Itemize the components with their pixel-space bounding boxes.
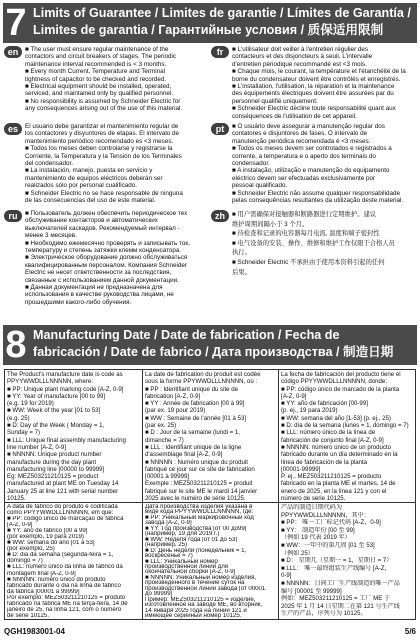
text-line: contactors and circuit breakers of stages. The periodic — [25, 53, 177, 61]
text-line: ■ Schneider Electric décline toute responsabilité quant aux — [232, 105, 396, 113]
text-line: ■ NNNNN: número único do produto — [7, 576, 106, 583]
text-line: ■ YY: Год производства [от 00 до99] — [145, 525, 247, 532]
text-line: montagem final [A-Z, 0-9] — [7, 570, 76, 577]
text-line: La fecha de fabricación del producto tiene el — [281, 371, 401, 378]
text-line: (e.g. 25) — [7, 414, 30, 422]
text-line: (e.g. 19 for 2019) — [7, 400, 54, 408]
text-line: ■ WW: Week of the year [01 to 53] — [7, 407, 101, 415]
language-badge: zh — [211, 210, 229, 222]
guarantee-text — [25, 46, 207, 113]
section-8-number: 8 — [5, 324, 27, 366]
guarantee-text — [25, 210, 207, 306]
text-line: ■ YY: año de fabricación [00-99] — [281, 400, 368, 408]
text-line: tightness of capacitor to be checked and recorded. — [25, 75, 167, 83]
text-line: ■ LLL: número único da linha de fabrico da — [7, 564, 123, 571]
text-line: d'assemblage final [A-Z, 0-9] — [145, 451, 223, 459]
text-line: ■ Данная документация не предназначена для — [25, 284, 163, 292]
text-line: Sunday = 7) — [7, 429, 41, 437]
text-line: 后果。 — [232, 268, 251, 276]
text-line: ■ D: dia da semana (segunda-feira = 1, — [7, 552, 114, 559]
text-line: ■ NNNNN : Numéro unique du produit — [145, 458, 248, 466]
text-line: borne du condensateur doivent être contrôlés et enregistrés. — [232, 75, 401, 83]
text-line: ■ 用户需确保对接触器和断路器进行定期维护。建议 — [232, 211, 377, 218]
date-code-cell-es — [279, 370, 415, 503]
text-line: P. ej., MEZ503211210125 = producto — [281, 473, 382, 481]
text-line: квалифицированным персоналом. Компания Schneider — [25, 261, 187, 269]
text-line: （例如 25） — [281, 549, 314, 557]
text-line: sous la forme PPYWWDLLLNNNNN, où : — [145, 378, 258, 386]
text-line: mantenimiento periódico recomendado es <3 meses. — [25, 137, 174, 145]
text-line: имеющее серийный номер 10125. — [145, 613, 242, 619]
text-line: ■ D: Day of the Week ( Monday = 1, — [7, 422, 105, 430]
text-line: fabriqué sur le site ME le mardi 14 janvier — [145, 487, 258, 495]
text-line: 0-9] — [281, 572, 292, 580]
text-line: fabrication [A-Z, 0-9] — [145, 392, 201, 400]
date-code-cell-en — [5, 370, 143, 503]
text-line: fabricado durante un día determinado en la — [281, 451, 398, 459]
text-line: 10125. — [7, 495, 26, 503]
text-line: d'entretien périodique recommandé est <3 mois. — [232, 60, 367, 68]
text-line: January 25 at line 121 with serial number — [7, 487, 119, 495]
text-line: ■ No responsibility is assumed by Schneider Electric for — [25, 97, 181, 105]
text-line: ■ PP : Identifiant unique du site de — [145, 385, 239, 393]
text-line: La date de fabrication du produit est codée — [145, 371, 261, 378]
text-line: производственной линии завода [от 00001 — [145, 585, 266, 592]
text-line: ■ 电气设备的安装、操作、维修和维护工作仅限于合格人员 — [232, 239, 395, 247]
text-line: realizados sólo por personal cualificado. — [25, 182, 138, 190]
text-line: Exemple : MEZ503211210125 = produit — [145, 480, 253, 488]
text-line: corrente, a temperatura e o aperto dos terminais do — [232, 152, 376, 160]
text-line: использования в качестве руководства лицами, не — [25, 291, 174, 299]
text-line: Por exemplo: MEZ503211210125 = produto — [7, 594, 126, 601]
text-line: произведенного в течение суток на — [145, 580, 245, 586]
text-line: 生产的产品，序列号为 10125。 — [281, 610, 367, 618]
text-line: ■ PP: Unique plant marking code [A-Z, 0-9] — [7, 385, 124, 393]
text-line: manufacture during the day plant — [7, 458, 97, 466]
document-reference: QGH1983001-04 — [4, 627, 65, 636]
text-line: （例如 19 代表 2019 年） — [281, 534, 351, 542]
text-line: 产品的制造日期代码为 — [281, 504, 342, 511]
text-line: dimanche = 7) — [145, 436, 184, 444]
manufacturing-date-table — [4, 369, 416, 620]
text-line: ■ Every month Current, Temperature and Terminal — [25, 68, 166, 76]
text-line: contacteurs et des disjoncteurs à seuil. L'intervalle — [232, 53, 373, 61]
text-line: (por exemplo, 25) — [7, 546, 55, 553]
section-7-number: 7 — [5, 2, 27, 44]
text-line: окончательной сборки [A-Z, 0-9] — [145, 569, 236, 575]
text-line: 14 января 2025 года на линии 121 и — [145, 607, 247, 614]
text-line: Electric не несет ответственности за последствия, — [25, 269, 172, 277]
text-line: código PPYYWWDLLLNNNNN, donde: — [281, 378, 388, 386]
text-line: de las consecuencias del uso de este material. — [25, 197, 156, 205]
text-line: PPYYWWDLLLNNNNN，其中： — [281, 511, 370, 519]
text-line: ■ YY : Année de fabrication [00 à 99] — [145, 400, 245, 408]
text-line: ■ NNNNN: número único de un producto — [281, 443, 392, 451]
text-line: da fábrica [00001 a 99999] — [7, 588, 80, 595]
text-line: domingo = 7) — [7, 558, 43, 565]
text-line: температуру и степень затяжки клемм конденсатора. — [25, 247, 182, 255]
language-badge: pt — [211, 123, 229, 135]
text-line: línea de fabricación de la planta — [281, 458, 368, 466]
text-line: ■ LLL: número único de la línea de — [281, 429, 376, 437]
text-line: ■ WW : Semaine de l'année [01 à 53] — [145, 414, 247, 422]
guarantee-text — [232, 46, 417, 120]
text-line: ■ PP: Уникальный маркировочный код — [145, 514, 254, 521]
text-line: ■ PP： 唯一工厂标记代码 [A-Z，0-9] — [281, 519, 381, 527]
text-line: ■ NNNNN: Unique product number — [7, 451, 102, 459]
text-line: conséquences de l'utilisation de cet appareil. — [232, 112, 357, 120]
text-line: менее 3 месяцев. — [25, 232, 77, 240]
text-line: fabricado durante o dia na linha de fabrico — [7, 582, 121, 589]
section-7-title-line: Limites de garantia / Гарантийные условия / 质保适用限制 — [33, 23, 384, 37]
date-code-cell-ru — [143, 503, 279, 619]
text-line: ■ WW: Неделя года [от 01 до 53] — [145, 536, 238, 543]
text-line: any consequences arising out of the use of this material. — [25, 105, 183, 113]
date-code-cell-pt — [5, 503, 143, 619]
text-line: 例如：MEZ503211210125 = 工厂 ME 于 — [281, 595, 391, 603]
text-line: PPYYWWDLLLNNNNN, where: — [7, 378, 94, 386]
text-line: El usuario debe garantizar el mantenimiento regular de — [25, 123, 179, 130]
text-line: manufactured at plant ME on Tuesday 14 — [7, 480, 119, 488]
text-line: janeiro de 25, na linha 121, com o número — [7, 606, 122, 613]
text-line: 执行。 — [232, 249, 251, 257]
text-line: (par ex. 25) — [145, 422, 177, 430]
text-line: ■ Электрическое оборудование должно обслуживаться — [25, 254, 188, 262]
text-line: [00001 à 99999] — [145, 473, 190, 481]
text-line: обслуживание контакторов и автоматических — [25, 217, 158, 225]
guarantee-text — [232, 210, 417, 277]
text-line: ■ O usuário deve assegurar a manutenção regular dos — [232, 123, 385, 130]
text-line: pelas consequências resultantes da utilização deste material. — [232, 197, 404, 205]
text-line: ■ PP: código único de marcado de la planta — [281, 385, 400, 393]
section-8-title-line: fabricación / Date de fabrico / Дата производства / 制造日期 — [33, 345, 394, 359]
text-line: (p. ej., 19 para 2019) — [281, 407, 338, 415]
text-line: прошедшими какого-либо обучения. — [25, 298, 132, 306]
text-line: ■ Todos los meses deben controlarse y registrarse la — [25, 145, 173, 153]
text-line: des équipements électriques doivent être assurées par du — [232, 90, 394, 98]
text-line: ■ D : Jour de la semaine (lundi = 1, — [145, 429, 240, 437]
text-line: ■ D： 星期几（星期一 = 1，星期日 = 7） — [281, 557, 393, 565]
text-line: ■ NNNNN: Уникальный номер изделия, — [145, 574, 257, 581]
text-line: ■ The user must ensure regular maintenance of the — [25, 46, 169, 53]
text-line: condensador. — [232, 160, 270, 168]
text-line: (например, 19 для 2019 г.) — [145, 531, 220, 537]
text-line: manutenção periódica recomendada é <3 meses. — [232, 137, 371, 145]
text-line: ■ L'utilisateur doit veiller à l'entretien régulier des — [232, 46, 369, 53]
text-line: line number [A-Z, 0-9] — [7, 443, 66, 451]
text-line: ■ Schneider Electric não assume qualquer responsabilidade — [232, 189, 400, 197]
text-line: [A-Z, 0-9] — [281, 392, 307, 400]
text-line: ■ WW：一年中的第几周 [01 至 53] — [281, 541, 375, 549]
text-line: A data de fabrico do produto é codificada — [7, 504, 118, 510]
text-line: serviced, and maintained only by qualified personnel. — [25, 90, 174, 98]
language-badge: en — [4, 46, 22, 58]
language-badge: ru — [4, 210, 22, 222]
text-line: personnel qualifié uniquement. — [232, 97, 318, 105]
text-line: ■ Schneider Electric 不承担由于使用本资料引起的任何 — [232, 258, 385, 266]
text-line: fabriqué ce jour sur ce site de fabrication — [145, 465, 255, 473]
text-line: ■ 待检查和记录的电容器每月电流, 温度和端子密封性 — [232, 230, 380, 238]
text-line: (например, 25) — [145, 542, 188, 548]
text-line: воскресенье = 7) — [145, 553, 193, 559]
section-8-title-line: Manufacturing Date / Date de fabrication / Fecha de — [33, 328, 340, 342]
text-line: ■ WW: semana do ano [01 a 53] — [7, 540, 95, 547]
text-line: ■ A instalação, utilização e manutenção do equipamento — [232, 167, 390, 175]
text-line: ■ La instalación, manejo, puesta en servicio y — [25, 167, 153, 175]
text-line: ■ PP: código único de marcação de fábrica — [7, 516, 124, 523]
text-line: ■ NNNNN：日间工厂生产线制造的唯一产品 — [281, 579, 400, 587]
text-line: ■ D: día de la semana (lunes = 1, domingo = 7) — [281, 422, 409, 430]
text-line: ■ LLL： 唯一最终组装生产线编号 [A-Z， — [281, 564, 391, 572]
text-line: ■ YY: Year of manufacture [00 to 99] — [7, 392, 106, 400]
text-line: Corriente, la Temperatura y la Tensión de los Terminales — [25, 152, 182, 160]
text-line: производственной линии для — [145, 563, 229, 570]
text-line: завода [A-Z, 0-9] — [145, 520, 192, 526]
text-line: The Product's manufacture date is code as — [7, 371, 123, 378]
page-number: 5/6 — [404, 627, 416, 636]
text-line: eléctrico devem ser efectuadas exclusivamente por — [232, 174, 376, 182]
text-line: (par ex. 19 pour 2019) — [145, 407, 206, 415]
section-8-title — [33, 327, 414, 361]
text-line: maintenance interval recommended is < 3 months. — [25, 60, 167, 68]
date-code-cell-fr — [143, 370, 279, 503]
text-line: ■ YY: ano de fabrico [00 a 99] — [7, 528, 88, 535]
text-line: fabricación de conjunto final [A-Z, 0-9] — [281, 436, 384, 444]
text-line: como PPYYWWDLLLNNNNN, em que: — [7, 510, 114, 517]
text-line: fabricado na fábrica ME na terça-feira, 14 de — [7, 600, 128, 607]
text-line: ■ YY： 制造年份 [00 至 99] — [281, 526, 355, 534]
text-line: fabricado en la planta ME el martes, 14 de — [281, 480, 396, 488]
language-badge: fr — [211, 46, 229, 58]
section-8-header — [3, 325, 417, 365]
text-line: ■ Schneider Electric no se hace responsable de ninguna — [25, 189, 183, 197]
language-badge: es — [4, 123, 22, 135]
text-line: 维护周期间隔小于 3 个月。 — [232, 220, 309, 228]
section-7-title-line: Limits of Guarantee / Limites de garantie / Límites de Garantía / — [33, 6, 411, 20]
text-line: ■ LLL : Identifiant unique de la ligne — [145, 443, 242, 451]
text-line: ■ WW: semana del año [1-53] (p. ej., 25) — [281, 414, 391, 422]
text-line: связанные с использованием данной документации. — [25, 276, 179, 284]
text-line: de série 10125. — [7, 612, 50, 619]
text-line: виде кода PPYYWWDLLLNNNNN, где: — [145, 509, 254, 515]
text-line: ■ Electrical equipment should be installed, operated, — [25, 83, 172, 91]
text-line: выключателей каскадов. Рекомендуемый интервал - — [25, 224, 180, 232]
text-line: [A-Z, 0-9] — [7, 522, 33, 529]
text-line: pessoal qualificado. — [232, 182, 288, 190]
text-line: ■ D: День недели (понедельник = 1, — [145, 547, 247, 554]
text-line: ■ LLL: Уникальный номер — [145, 558, 218, 564]
section-7-title — [33, 5, 414, 39]
text-line: ■ Необходимо ежемесячно проверять и записывать ток, — [25, 239, 190, 247]
text-line: ■ LLL: Unique final assembly manufacturing — [7, 436, 126, 444]
text-line: Пример: MEZ503211210125 = изделие, — [145, 596, 256, 603]
text-line: manufacturing line [00000 to 99999] — [7, 465, 105, 473]
text-line: número de serie 10125. — [281, 495, 346, 503]
text-line: ■ L'installation, l'utilisation, la réparation et la maintenance — [232, 83, 395, 91]
text-line: [00001-99999] — [281, 465, 321, 473]
text-line: (por exemplo, 19 para 2019) — [7, 534, 84, 541]
text-line: los contactores y disyuntores de etapas. El intervalo de — [25, 130, 180, 138]
text-line: contatores e disjuntores de fases. O intervalo de — [232, 130, 368, 138]
text-line: mantenimiento de equipos eléctricos deberán ser — [25, 174, 163, 182]
text-line: изготовленное на заводе ME, во вторник, — [145, 602, 263, 608]
text-line: до 99999] — [145, 591, 173, 597]
text-line: 2025 avec le numéro de série 10125. — [145, 495, 246, 503]
date-code-cell-zh — [279, 503, 415, 619]
text-line: del condensador. — [25, 160, 73, 168]
text-line: ■ Пользователь должен обеспечить периодическое тех — [25, 210, 188, 217]
guarantee-text — [232, 123, 417, 204]
text-line: Дата производства изделия указана в — [145, 504, 253, 510]
text-line: 2025 年 1 月 14 日星期二在第 121 号生产线 — [281, 602, 400, 610]
text-line: ■ Todos os meses devem ser controlados e registrados a — [232, 145, 392, 153]
text-line: 编号 [00001 至 99999] — [281, 587, 342, 595]
text-line: Eg: MEZ503211210125 = product — [7, 473, 99, 481]
section-7-header — [3, 3, 417, 43]
guarantee-text — [25, 123, 207, 204]
text-line: ■ Chaque mois, le courant, la température et l'étanchéité de la — [232, 68, 406, 76]
text-line: enero de 2025, en la línea 121 y con el — [281, 487, 387, 495]
